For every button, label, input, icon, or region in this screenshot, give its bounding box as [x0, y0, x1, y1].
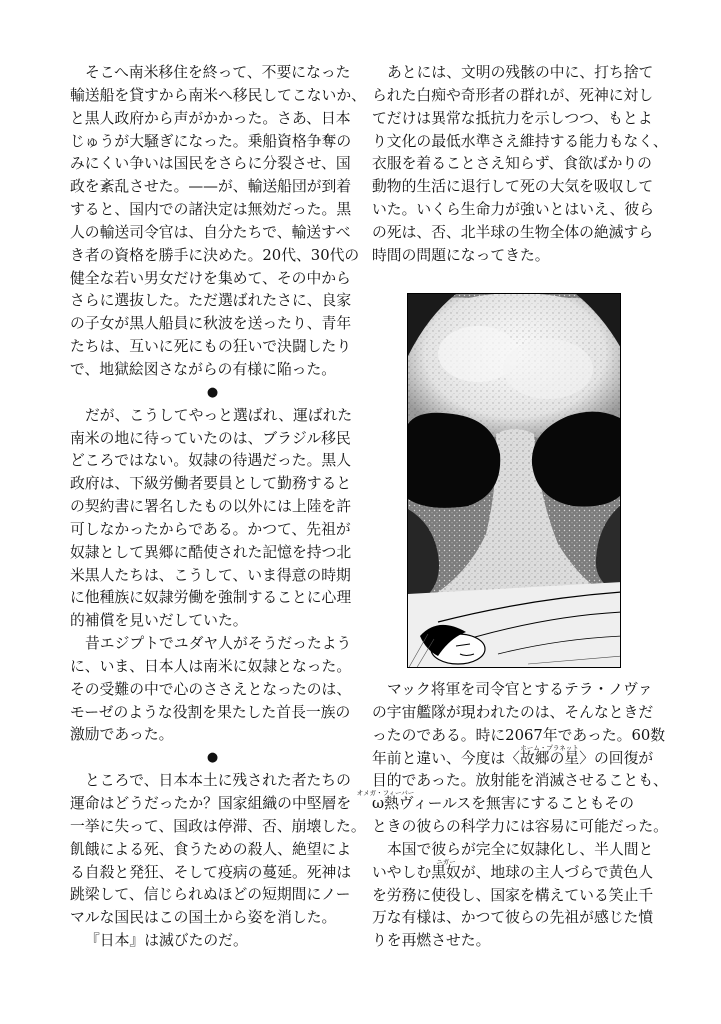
paragraph — [356, 679, 668, 839]
text-line: 健全な若い男女だけを集めて、その中から — [70, 269, 351, 287]
illustration-frame — [407, 293, 621, 668]
text-line — [372, 857, 657, 885]
text-line: 的補償を見いだしていた。 — [70, 612, 248, 630]
lying-figure — [408, 582, 621, 668]
text-line: 輸送船を貸すから南米へ移民してこないか、 — [70, 86, 366, 104]
text-line: ときの彼らの科学力には容易に可能だった。 — [372, 818, 668, 836]
left-text-column — [70, 62, 366, 953]
paragraph — [372, 839, 657, 953]
text-line: マック将軍を司令官とするテラ・ノヴァ — [387, 681, 653, 698]
right-text-column-bottom — [356, 679, 668, 953]
text-line: その受難の中で心のささえとなったのは、 — [70, 680, 352, 698]
paragraph — [70, 405, 355, 633]
paragraph — [372, 62, 668, 268]
manga-illustration — [408, 294, 621, 668]
text-line: 激励であった。 — [70, 726, 174, 744]
text-line: き者の資格を勝手に決めた。20代、30代の — [70, 246, 360, 264]
ruby-base-text: ω熱 — [372, 795, 399, 813]
text-line: 昔エジプトでユダヤ人がそうだったよう — [85, 635, 352, 653]
text-line: てだけは異常な抵抗力を示しつつ、もとよ — [372, 109, 653, 127]
text-line: を労務に使役し、国家を構えている笑止千 — [372, 886, 654, 904]
text-line: 一挙に失って、国政は停滞、否、崩壊した。 — [70, 817, 366, 835]
text-segment: ヴィールスを無害にすることもその — [398, 795, 634, 813]
ruby-group — [431, 857, 461, 885]
right-text-column-top — [372, 62, 668, 268]
text-line: 米黒人たちは、こうして、いま得意の時期 — [70, 566, 351, 584]
text-line: に他種族に奴隷労働を強制することに心理 — [70, 589, 352, 607]
text-line: どころではない。奴隷の待遇だった。黒人 — [70, 452, 351, 470]
text-line: の契約書に署名したもの以外には上陸を許 — [70, 498, 352, 516]
text-line: 飢餓による死、食うための殺人、絶望によ — [70, 840, 352, 858]
text-line: の宇宙艦隊が現われたのは、そんなときだ — [372, 703, 654, 721]
ruby-annotation: ニガー — [436, 857, 456, 866]
text-line: 南米の地に待っていたのは、ブラジル移民 — [70, 429, 351, 447]
text-line: 『日本』は滅びたのだ。 — [85, 932, 248, 950]
ruby-annotation: オメガ・フィーバー — [356, 789, 415, 798]
text-line: 目的であった。放射能を消滅させることも、 — [372, 772, 668, 790]
text-line: りを再燃させた。 — [372, 932, 491, 950]
text-line: と黒人政府から声がかかった。さあ、日本 — [70, 109, 351, 127]
text-line: 奴隷として異郷に酷使された記憶を持つ北 — [70, 543, 352, 561]
text-line: 人の輸送司令官は、自分たちで、輸送すべ — [70, 223, 351, 241]
text-line — [356, 789, 657, 816]
text-segment: 年前と違い、今度は〈 — [372, 749, 520, 767]
text-line: の死は、否、北半球の生物全体の絶滅すら — [372, 223, 654, 241]
text-line: いた。いくら生命力が強いとはいえ、彼ら — [372, 201, 655, 219]
text-line: ったのである。時に2067年であった。60数 — [372, 726, 666, 744]
text-line: 跳梁して、信じられぬほどの短期間にノー — [70, 886, 351, 904]
text-segment: いやしむ — [372, 863, 432, 881]
text-line: 可しなかったからである。かつて、先祖が — [70, 520, 351, 538]
text-line: 政府は、下級労働者要員として勤務すると — [70, 475, 352, 493]
text-line: モーゼのような役割を果たした首長一族の — [70, 703, 351, 721]
ruby-annotation: ホーム・プラネット — [520, 743, 579, 752]
text-line: マルな国民はこの国土から姿を消した。 — [70, 909, 337, 927]
text-line: に、いま、日本人は南米に奴隷となった。 — [70, 657, 352, 675]
text-line: で、地獄絵図さながらの有様に陥った。 — [70, 360, 337, 378]
text-line: たちは、互いに死にもの狂いで決闘したり — [70, 338, 352, 356]
paragraph — [70, 633, 355, 747]
text-line: さらに選抜した。ただ選ばれたさに、良家 — [70, 292, 352, 310]
text-line: あとには、文明の残骸の中に、打ち捨て — [387, 64, 654, 81]
paragraph — [70, 62, 366, 382]
text-line: 動物的生活に退行して死の大気を吸収して — [372, 178, 654, 196]
text-line — [372, 743, 657, 771]
paragraph — [70, 770, 366, 930]
text-line: 万な有様は、かつて彼らの先祖が感じた憤 — [372, 909, 654, 927]
text-line: 運命はどうだったか？国家組織の中堅層を — [70, 795, 352, 812]
text-line: り文化の最低水準さえ維持する能力もなく、 — [372, 132, 668, 150]
section-separator-dot: ● — [206, 750, 219, 766]
text-line: 本国で彼らが完全に奴隷化し、半人間と — [387, 840, 654, 858]
text-line: る自殺と発狂、そして疫病の蔓延。死神は — [70, 863, 352, 881]
ruby-base-text: 黒奴 — [431, 863, 461, 881]
text-line: ところで、日本本土に残された者たちの — [85, 772, 351, 790]
paragraph — [70, 930, 355, 953]
text-line: すると、国内での諸決定は無効だった。黒 — [70, 201, 352, 219]
text-line: そこへ南米移住を終って、不要になった — [85, 64, 351, 81]
ruby-group — [356, 789, 415, 816]
ruby-group — [519, 743, 580, 771]
text-line: じゅうが大騒ぎになった。乗船資格争奪の — [70, 132, 352, 150]
section-separator-dot: ● — [206, 384, 219, 400]
text-segment: が、地球の主人づらで黄色人 — [460, 863, 654, 881]
text-line: の子女が黒人船員に秋波を送ったり、青年 — [70, 315, 352, 333]
text-line: だが、こうしてやっと選ばれ、運ばれた — [85, 406, 353, 424]
text-segment: 〉の回復が — [579, 749, 654, 767]
text-line: 時間の問題になってきた。 — [372, 246, 550, 264]
text-line: みにくい争いは国民をさらに分裂させ、国 — [70, 155, 351, 173]
text-line: られた白痴や奇形者の群れが、死神に対し — [372, 86, 654, 104]
text-line: 政を紊乱させた。——が、輸送船団が到着 — [70, 178, 352, 196]
ruby-base-text: 故郷の星 — [519, 749, 580, 767]
text-line: 衣服を着ることさえ知らず、食欲ばかりの — [372, 155, 652, 173]
